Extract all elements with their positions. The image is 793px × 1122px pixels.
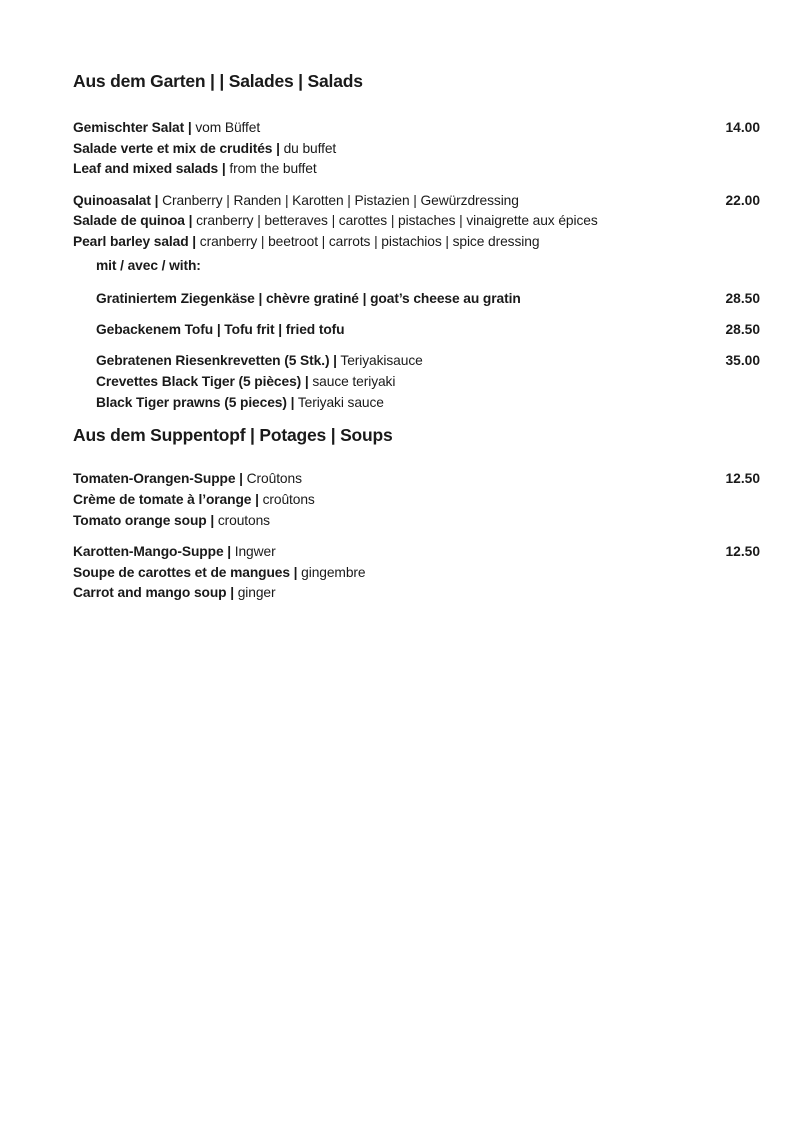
menu-item-line xyxy=(73,159,711,180)
menu-item-name: Gebackenem Tofu | Tofu frit | fried tofu xyxy=(96,322,345,338)
menu-item-price: 12.50 xyxy=(725,471,760,487)
menu-item-line xyxy=(96,351,711,372)
menu-item-description: ginger xyxy=(234,585,276,601)
menu-item-description: Croûtons xyxy=(242,471,302,487)
menu-item-name: Carrot and mango soup | xyxy=(73,585,234,601)
menu-item-name: Black Tiger prawns (5 pieces) | xyxy=(96,394,295,410)
menu-item-price: 12.50 xyxy=(725,544,760,560)
menu-item-line xyxy=(73,542,711,563)
menu-item-text xyxy=(73,469,711,531)
menu-item-line xyxy=(73,118,711,139)
menu-item-line xyxy=(96,393,711,414)
menu-item-text xyxy=(96,351,711,413)
menu-item-name: Karotten-Mango-Suppe | xyxy=(73,544,232,560)
menu-item-name: Leaf and mixed salads | xyxy=(73,161,226,177)
menu-item-name: Salade verte et mix de crudités | xyxy=(73,140,280,156)
menu-item-description: from the buffet xyxy=(225,161,317,177)
menu-item-name: Gebratenen Riesenkrevetten (5 Stk.) | xyxy=(96,353,337,369)
menu-item-line xyxy=(96,372,711,393)
menu-item-line xyxy=(73,511,711,532)
menu-item-name: Crevettes Black Tiger (5 pièces) | xyxy=(96,374,309,390)
menu-item-text xyxy=(96,320,711,341)
menu-item-name: Soupe de carottes et de mangues | xyxy=(73,564,298,580)
menu-item-line xyxy=(73,211,711,232)
menu-subheader-row xyxy=(73,256,760,277)
menu-item-price: 22.00 xyxy=(725,192,760,208)
menu-item-price: 28.50 xyxy=(725,290,760,306)
menu-item-line xyxy=(96,320,711,341)
menu-item-text xyxy=(73,191,711,253)
menu-item-row xyxy=(73,351,760,413)
menu-item-name: Crème de tomate à l’orange | xyxy=(73,492,259,508)
menu-item-name: mit / avec / with: xyxy=(96,258,201,274)
menu-item-row xyxy=(73,320,760,341)
menu-item-description: du buffet xyxy=(279,140,337,156)
menu-item-description: Ingwer xyxy=(231,544,276,560)
menu-item-name: Gratiniertem Ziegenkäse | chèvre gratiné | goat’s cheese au gratin xyxy=(96,290,521,306)
menu-item-price: 28.50 xyxy=(725,322,760,338)
menu-item-text xyxy=(73,542,711,604)
menu-item-name: Tomaten-Orangen-Suppe | xyxy=(73,471,243,487)
menu-item-description: vom Büffet xyxy=(191,120,261,135)
menu-item-row xyxy=(73,191,760,253)
menu-item-row xyxy=(73,118,760,180)
section-title: Aus dem Suppentopf | Potages | Soups xyxy=(73,425,393,446)
menu-item-line xyxy=(96,289,711,310)
menu-item-description: croûtons xyxy=(258,492,315,508)
section-title: Aus dem Garten | | Salades | Salads xyxy=(73,71,363,91)
menu-item-description: sauce teriyaki xyxy=(308,374,396,390)
menu-item-line xyxy=(73,490,711,511)
menu-item-name: Pearl barley salad | xyxy=(73,234,197,250)
menu-item-text xyxy=(73,118,711,180)
menu-item-line xyxy=(73,232,711,253)
menu-section xyxy=(73,424,760,604)
menu-item-line xyxy=(73,191,711,212)
menu-item-description: Teriyaki sauce xyxy=(294,394,384,410)
menu-item-description: gingembre xyxy=(297,564,366,580)
menu-item-description: cranberry | betteraves | carottes | pistaches | vinaigrette aux épices xyxy=(192,213,598,229)
menu-item-line xyxy=(96,256,760,277)
menu-item-name: Gemischter Salat | xyxy=(73,120,192,135)
menu-item-line xyxy=(73,563,711,584)
menu-item-description: Teriyakisauce xyxy=(336,353,423,369)
menu-item-description: croutons xyxy=(214,512,270,528)
menu-section xyxy=(73,70,760,413)
menu-item-price: 35.00 xyxy=(725,353,760,369)
menu-item-text xyxy=(96,289,711,310)
menu-item-line xyxy=(73,469,711,490)
menu-item-name: Tomato orange soup | xyxy=(73,512,215,528)
menu-item-price: 14.00 xyxy=(725,120,760,135)
menu-item-row xyxy=(73,469,760,531)
menu-item-line xyxy=(73,583,711,604)
menu-item-description: cranberry | beetroot | carrots | pistachios | spice dressing xyxy=(196,234,540,250)
menu-item-description: Cranberry | Randen | Karotten | Pistazien | Gewürzdressing xyxy=(158,192,519,208)
menu-item-line xyxy=(73,139,711,160)
menu-item-text xyxy=(96,256,760,277)
menu-item-row xyxy=(73,542,760,604)
menu-item-name: Quinoasalat | xyxy=(73,192,159,208)
menu-item-row xyxy=(73,289,760,310)
menu-item-name: Salade de quinoa | xyxy=(73,213,193,229)
